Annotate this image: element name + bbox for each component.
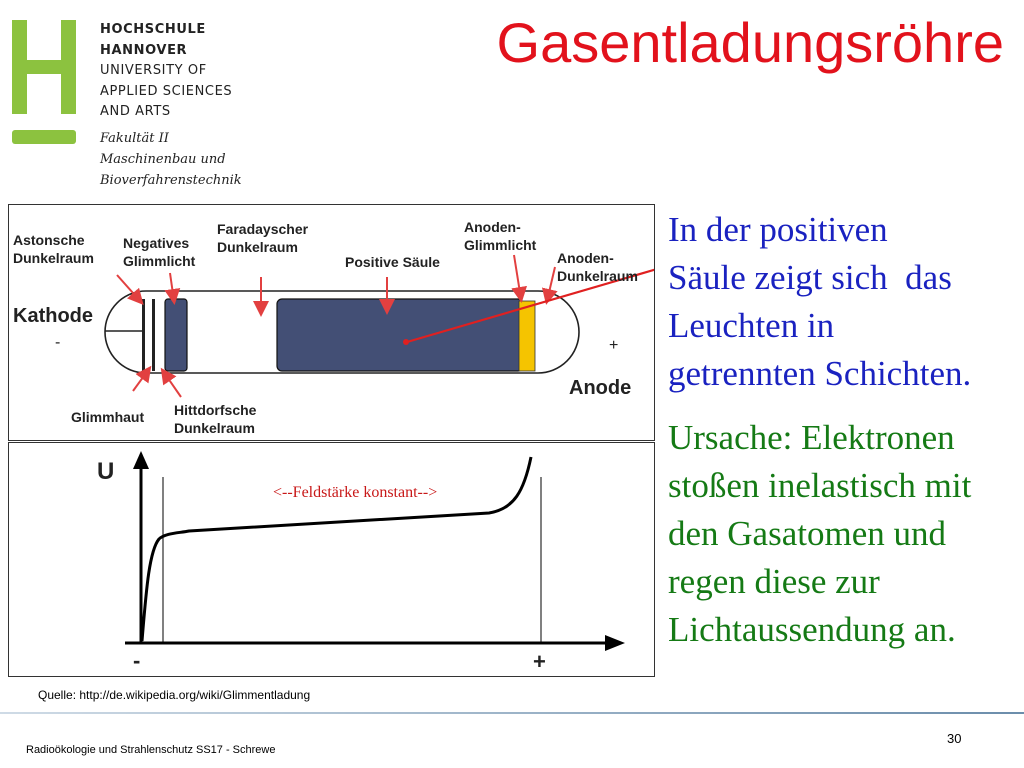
label-hittdorf: Dunkelraum (174, 420, 255, 436)
label-positive-saeule: Positive Säule (345, 254, 440, 270)
label-plus: + (609, 337, 619, 354)
label-astonsche: Astonsche (13, 232, 85, 248)
university-line: UNIVERSITY OF (100, 63, 207, 78)
label-faraday: Dunkelraum (217, 239, 298, 255)
x-axis-plus: + (533, 649, 546, 674)
university-logo-mark (12, 20, 76, 146)
anode-glow (519, 301, 535, 371)
university-line: APPLIED SCIENCES (100, 83, 233, 99)
label-anoden-glimmlicht: Anoden- (464, 219, 521, 235)
university-line: HOCHSCHULE (100, 22, 206, 37)
text-line: stoßen inelastisch mit (668, 466, 972, 505)
text-line: Leuchten in (668, 306, 835, 345)
label-astonsche: Dunkelraum (13, 250, 94, 266)
explanation-green (668, 414, 1020, 654)
label-minus: - (55, 334, 61, 351)
negative-glow (165, 299, 187, 371)
label-faraday: Faradayscher (217, 221, 309, 237)
voltage-graph (8, 442, 655, 677)
label-anoden-glimmlicht: Glimmlicht (464, 237, 537, 253)
tube-diagram (8, 204, 655, 441)
label-anoden-dunkelraum: Anoden- (557, 250, 614, 266)
y-axis-arrowhead (133, 451, 149, 469)
text-line: den Gasatomen und (668, 514, 946, 553)
footer-divider (0, 712, 1024, 714)
label-negatives: Negatives (123, 235, 190, 251)
slide-title: Gasentladungsröhre (496, 11, 1004, 74)
university-name (100, 20, 232, 123)
text-line: getrennten Schichten. (668, 354, 972, 393)
pointer-dot (403, 339, 409, 345)
page-number: 30 (947, 731, 962, 746)
explanation-blue (668, 206, 1020, 398)
y-axis-label: U (97, 458, 115, 485)
field-annotation: <--Feldstärke konstant--> (273, 484, 438, 501)
label-kathode: Kathode (13, 305, 93, 327)
voltage-graph-svg (9, 443, 654, 676)
label-negatives: Glimmlicht (123, 253, 196, 269)
x-axis-arrowhead (605, 635, 625, 651)
source-citation: Quelle: http://de.wikipedia.org/wiki/Glimmentladung (38, 688, 311, 702)
label-hittdorf: Hittdorfsche (174, 402, 257, 418)
label-glimmhaut: Glimmhaut (71, 409, 145, 425)
text-line: Ursache: Elektronen (668, 418, 955, 457)
text-line: regen diese zur (668, 562, 880, 601)
text-line: Lichtaussendung an. (668, 610, 956, 649)
cathode-plate (142, 299, 145, 371)
x-axis-minus: - (133, 648, 141, 673)
positive-column (277, 299, 523, 371)
footer-text: Radioökologie und Strahlenschutz SS17 - Schrewe (26, 744, 276, 756)
label-arrow (163, 371, 181, 397)
label-anoden-dunkelraum: Dunkelraum (557, 268, 638, 284)
faculty-name (100, 128, 242, 191)
faculty-line: Bioverfahrenstechnik (100, 173, 242, 188)
tube-diagram-svg (9, 205, 654, 440)
label-anode: Anode (569, 377, 632, 399)
faculty-line: Fakultät II (100, 131, 169, 146)
text-line: Säule zeigt sich das (668, 258, 952, 297)
cathode-plate (152, 299, 155, 371)
text-line: In der positiven (668, 210, 888, 249)
university-line: AND ARTS (100, 104, 171, 119)
university-line: HANNOVER (100, 42, 188, 58)
faculty-line: Maschinenbau und (100, 152, 226, 167)
